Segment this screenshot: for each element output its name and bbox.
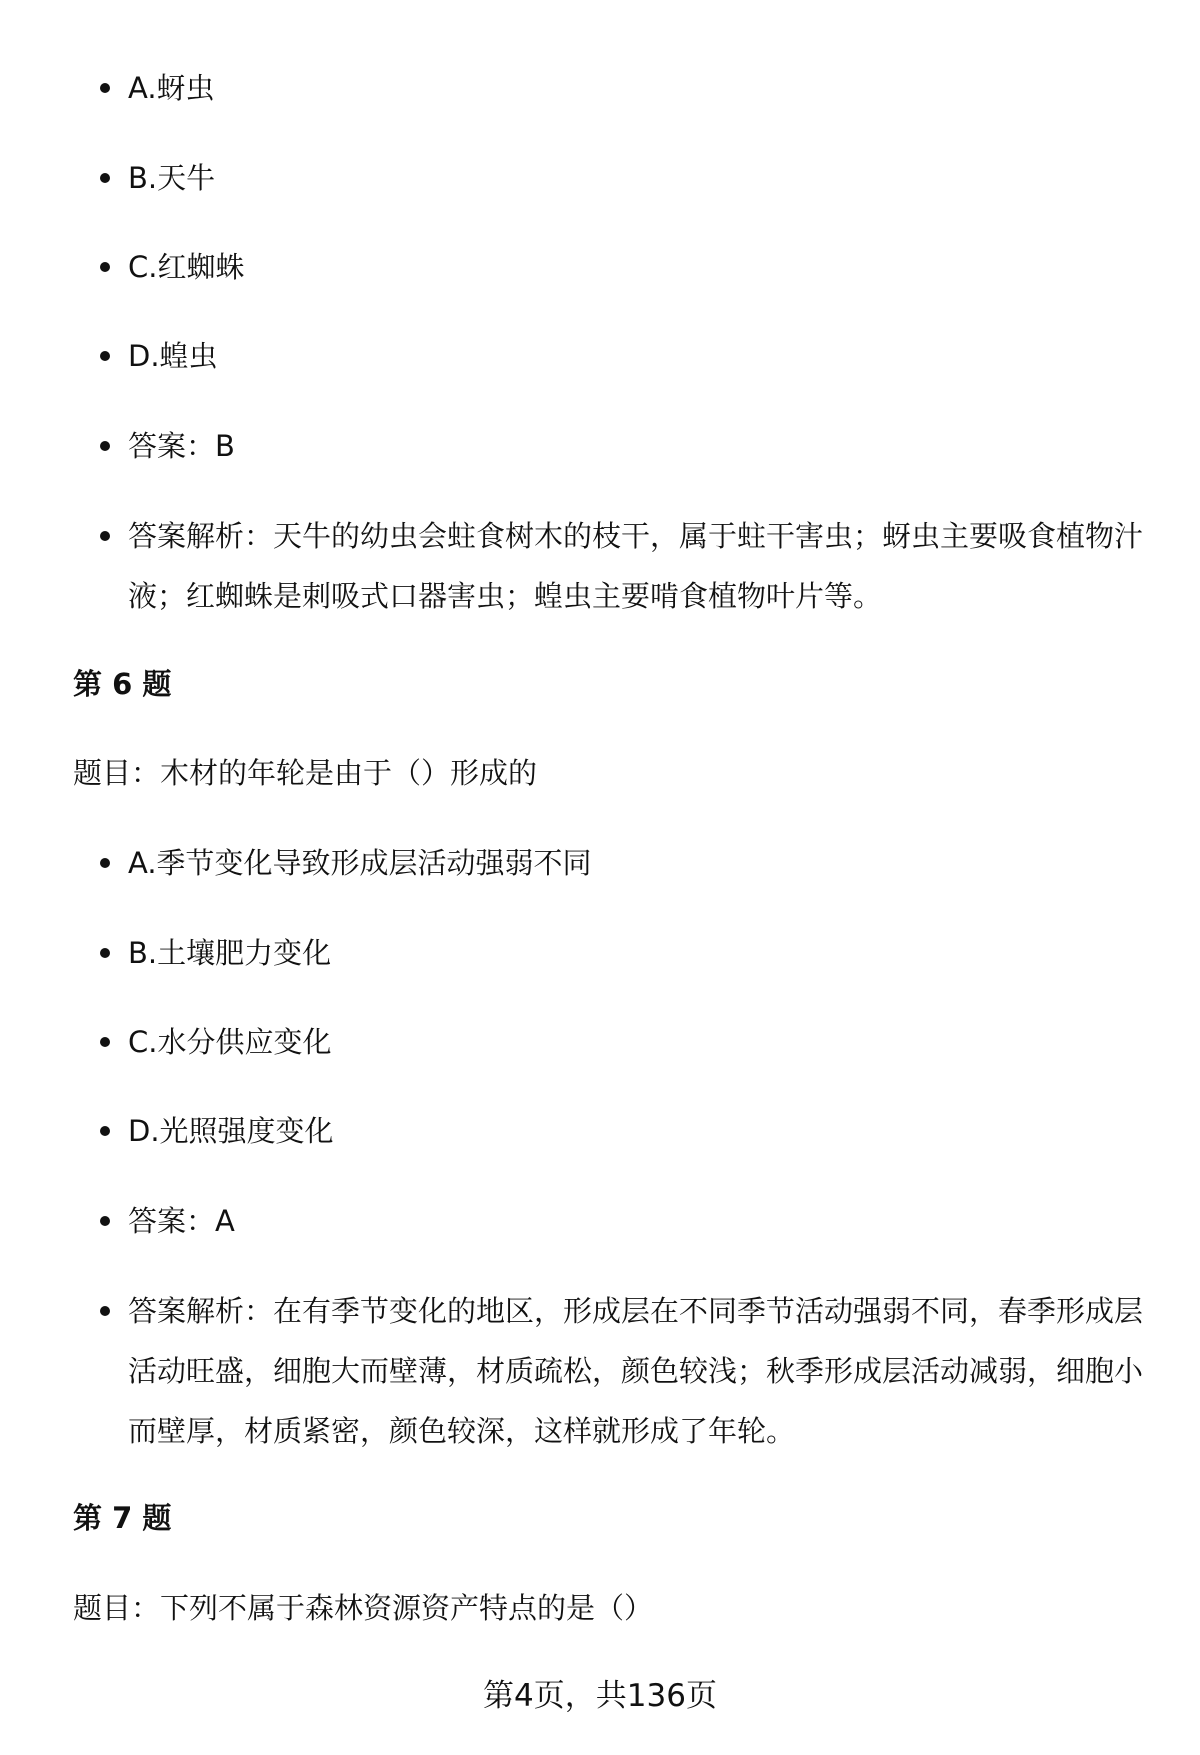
q6-option-c: C.水分供应变化 xyxy=(128,1012,1148,1072)
q5-explanation: 答案解析：天牛的幼虫会蛀食树木的枝干，属于蛀干害虫；蚜虫主要吸食植物汁液；红蜘蛛是刺吸式口器害虫；蝗虫主要啃食植物叶片等。 xyxy=(128,506,1148,626)
q6-option-a: A.季节变化导致形成层活动强弱不同 xyxy=(128,833,1148,893)
q6-option-d: D.光照强度变化 xyxy=(128,1101,1148,1161)
q7-question: 题目：下列不属于森林资源资产特点的是（） xyxy=(73,1591,654,1625)
q6-answer: 答案：A xyxy=(128,1191,1148,1251)
q5-option-b: B.天牛 xyxy=(128,148,1148,208)
q6-heading: 第 6 题 xyxy=(73,667,172,701)
q5-option-c: C.红蜘蛛 xyxy=(128,237,1148,297)
q5-option-d: D.蝗虫 xyxy=(128,326,1148,386)
q5-answer: 答案：B xyxy=(128,416,1148,476)
page-number-footer: 第4页，共136页 xyxy=(483,1678,717,1714)
q7-heading: 第 7 题 xyxy=(73,1501,172,1535)
q6-explanation: 答案解析：在有季节变化的地区，形成层在不同季节活动强弱不同，春季形成层活动旺盛，细胞大而壁薄，材质疏松，颜色较浅；秋季形成层活动减弱，细胞小而壁厚，材质紧密，颜色较深，这样就形成了年轮。 xyxy=(128,1281,1148,1461)
q6-question: 题目：木材的年轮是由于（）形成的 xyxy=(73,756,538,790)
q5-option-a: A.蚜虫 xyxy=(128,58,1148,118)
q6-option-b: B.土壤肥力变化 xyxy=(128,923,1148,983)
